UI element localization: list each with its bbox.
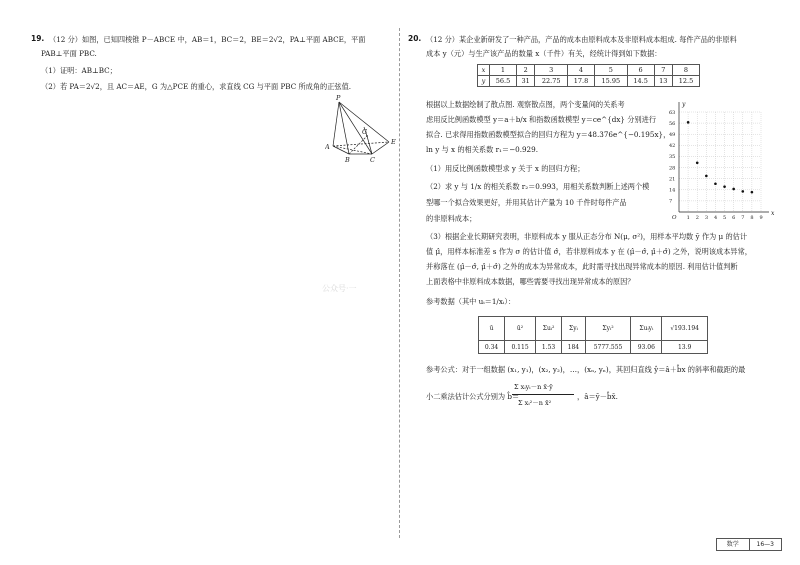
ref-label: 参考数据（其中 uᵢ＝1/xᵢ）： [426, 297, 516, 306]
data-point [723, 185, 726, 188]
table-cell: 56.5 [490, 76, 517, 87]
chart-grid [679, 112, 761, 212]
formula-line1: 参考公式：对于一组数据 (x₁, y₁)，(x₂, y₂)，…，(xₙ, yₙ)，其回归直线 ŷ＝â＋b̂x 的斜率和截距的最 [426, 365, 746, 374]
part2-line: 型哪一个拟合效果更好，并用其估计产量为 10 千件时每件产品 [426, 198, 627, 207]
para1-line: ln y 与 x 的相关系数 r₁＝−0.929. [426, 145, 538, 154]
y-tick-label: 21 [669, 176, 676, 183]
y-tick-label: 56 [669, 120, 676, 127]
part3-line: 值 μ̂，用样本标准差 s 作为 σ 的估计值 σ̂，若非原料成本 y 在 (μ̂－σ̂, μ̂＋σ̂) 之外，说明该成本异常， [426, 247, 752, 256]
part2-line: （2）求 y 与 1/x 的相关系数 r₂＝0.993，用相关系数判断上述两个模 [426, 182, 650, 191]
origin-label: O [672, 215, 677, 221]
y-tick-label: 7 [669, 198, 673, 205]
table-cell: ū² [505, 317, 536, 341]
table-cell: 184 [562, 341, 586, 354]
q20-line1: （12 分）某企业新研发了一种产品，产品的成本由原料成本及非原料成本组成. 每件产品的非原料 [426, 35, 737, 44]
table-cell: 93.06 [631, 341, 662, 354]
table-cell: 1.53 [536, 341, 562, 354]
formula-suffix: ，â＝ȳ－b̂x̄. [577, 392, 618, 401]
x-tick-label: 7 [741, 215, 745, 221]
table-cell: ū [479, 317, 505, 341]
table-cell: 13.9 [662, 341, 708, 354]
q19-line1: （12 分）如图，已知四棱锥 P－ABCE 中，AB＝1，BC＝2，BE＝2√2，PA⊥平面 ABCE，平面 [49, 35, 366, 44]
table-cell: 13 [654, 76, 672, 87]
data-point [732, 188, 735, 191]
page-footer [716, 538, 782, 551]
label-P: P [336, 94, 341, 102]
table-cell: Σuᵢ² [536, 317, 562, 341]
para1-line: 根据以上数据绘制了散点图. 观察散点图，两个变量间的关系考 [426, 100, 625, 109]
data-table [477, 64, 700, 87]
x-tick-label: 3 [704, 215, 709, 221]
table-row [479, 317, 708, 341]
label-C: C [370, 156, 375, 164]
table-row [479, 341, 708, 354]
chart-ticks [669, 110, 763, 221]
table-cell: 17.8 [568, 76, 595, 87]
table-row [478, 65, 700, 76]
y-tick-label: 42 [669, 143, 676, 150]
y-tick-label: 28 [669, 165, 676, 172]
x-axis-label: x [771, 210, 775, 217]
q19-part2: （2）若 PA＝2√2，且 AC＝AE，G 为△PCE 的重心，求直线 CG 与平面 PBC 所成角的正弦值. [41, 82, 352, 91]
data-point [696, 161, 699, 164]
data-point [751, 191, 754, 194]
x-tick-label: 1 [686, 215, 690, 221]
y-tick-label: 49 [669, 132, 676, 139]
y-tick-label: 14 [669, 187, 676, 194]
table-cell: Σyᵢ² [585, 317, 631, 341]
fraction-bar [512, 394, 574, 395]
y-tick-label: 63 [669, 109, 676, 116]
para1-line: 虑用反比例函数模型 y＝a＋b/x 和指数函数模型 y＝ce^{dx} 分别进行 [426, 115, 657, 124]
table-cell: 2 [516, 65, 534, 76]
y-axis-label: y [682, 102, 686, 108]
table-cell: 14.5 [627, 76, 654, 87]
part3-line: 并称落在 (μ̂－σ̂, μ̂＋σ̂) 之外的成本为异常成本，此时需寻找出现异常成本的原因. 利用估计值判断 [426, 262, 738, 271]
label-B: B [345, 156, 350, 164]
table-cell: √193.194 [662, 317, 708, 341]
q19-number: 19. [31, 34, 45, 43]
table-row [478, 76, 700, 87]
data-point [741, 190, 744, 193]
table-cell: 8 [672, 65, 699, 76]
scatter-chart [665, 102, 775, 227]
table-cell: 1 [490, 65, 517, 76]
data-point [705, 175, 708, 178]
part3-line: （3）根据企业长期研究表明，非原料成本 y 服从正态分布 N(μ, σ²)，用样本平均数 ȳ 作为 μ 的估计 [426, 232, 748, 241]
footer-subject: 数学 [717, 539, 750, 550]
q20-number: 20. [408, 34, 422, 43]
table-cell: Σuᵢyᵢ [631, 317, 662, 341]
x-tick-label: 2 [695, 215, 699, 221]
formula-prefix: 小二乘法估计公式分别为 b̂＝ [426, 392, 520, 401]
table-cell: 0.34 [479, 341, 505, 354]
table-cell: 7 [654, 65, 672, 76]
q20-line2: 成本 y（元）与生产该产品的数量 x（千件）有关，经统计得到如下数据： [426, 49, 662, 58]
x-tick-label: 5 [723, 215, 727, 221]
label-E: E [391, 138, 396, 146]
footer-page: 16—3 [756, 541, 774, 548]
pyramid-figure [325, 94, 405, 164]
table-cell: 5777.555 [585, 341, 631, 354]
column-divider [399, 28, 400, 538]
table-cell: 0.115 [505, 341, 536, 354]
part3-line: 上面表格中非原料成本数据，哪些需要寻找出现异常成本的原因？ [426, 277, 635, 286]
table-cell: 22.75 [535, 76, 568, 87]
formula-numerator: Σ xᵢyᵢ－n x̄·ȳ [514, 383, 553, 391]
table-cell: 3 [535, 65, 568, 76]
reference-table [478, 316, 708, 354]
table-cell: Σyᵢ [562, 317, 586, 341]
table-cell: 4 [568, 65, 595, 76]
chart-points [687, 121, 753, 193]
table-cell: 6 [627, 65, 654, 76]
data-point [687, 121, 690, 124]
table-cell: y [478, 76, 490, 87]
q19-line2: PAB⊥平面 PBC. [41, 49, 97, 58]
table-cell: 15.95 [594, 76, 627, 87]
label-A: A [325, 143, 330, 151]
label-G: G [362, 128, 368, 136]
q19-part1: （1）证明：AB⊥BC； [41, 66, 117, 75]
table-cell: x [478, 65, 490, 76]
part1-text: （1）用反比例函数模型求 y 关于 x 的回归方程； [426, 164, 585, 173]
x-tick-label: 4 [713, 215, 718, 221]
data-point [714, 182, 717, 185]
y-tick-label: 35 [669, 154, 676, 161]
part2-line: 的非原料成本； [426, 214, 477, 223]
table-cell: 31 [516, 76, 534, 87]
formula-denominator: Σ xᵢ²－n x̄² [518, 399, 552, 407]
x-tick-label: 9 [759, 215, 763, 221]
para1-line: 拟合. 已求得用指数函数模型拟合的回归方程为 y＝48.376e^{−0.195x}， [426, 130, 671, 139]
table-cell: 5 [594, 65, 627, 76]
watermark: 公众号·一 [322, 284, 357, 293]
x-tick-label: 6 [732, 215, 736, 221]
table-cell: 12.5 [672, 76, 699, 87]
x-tick-label: 8 [750, 215, 754, 221]
chart-axes [672, 102, 775, 221]
